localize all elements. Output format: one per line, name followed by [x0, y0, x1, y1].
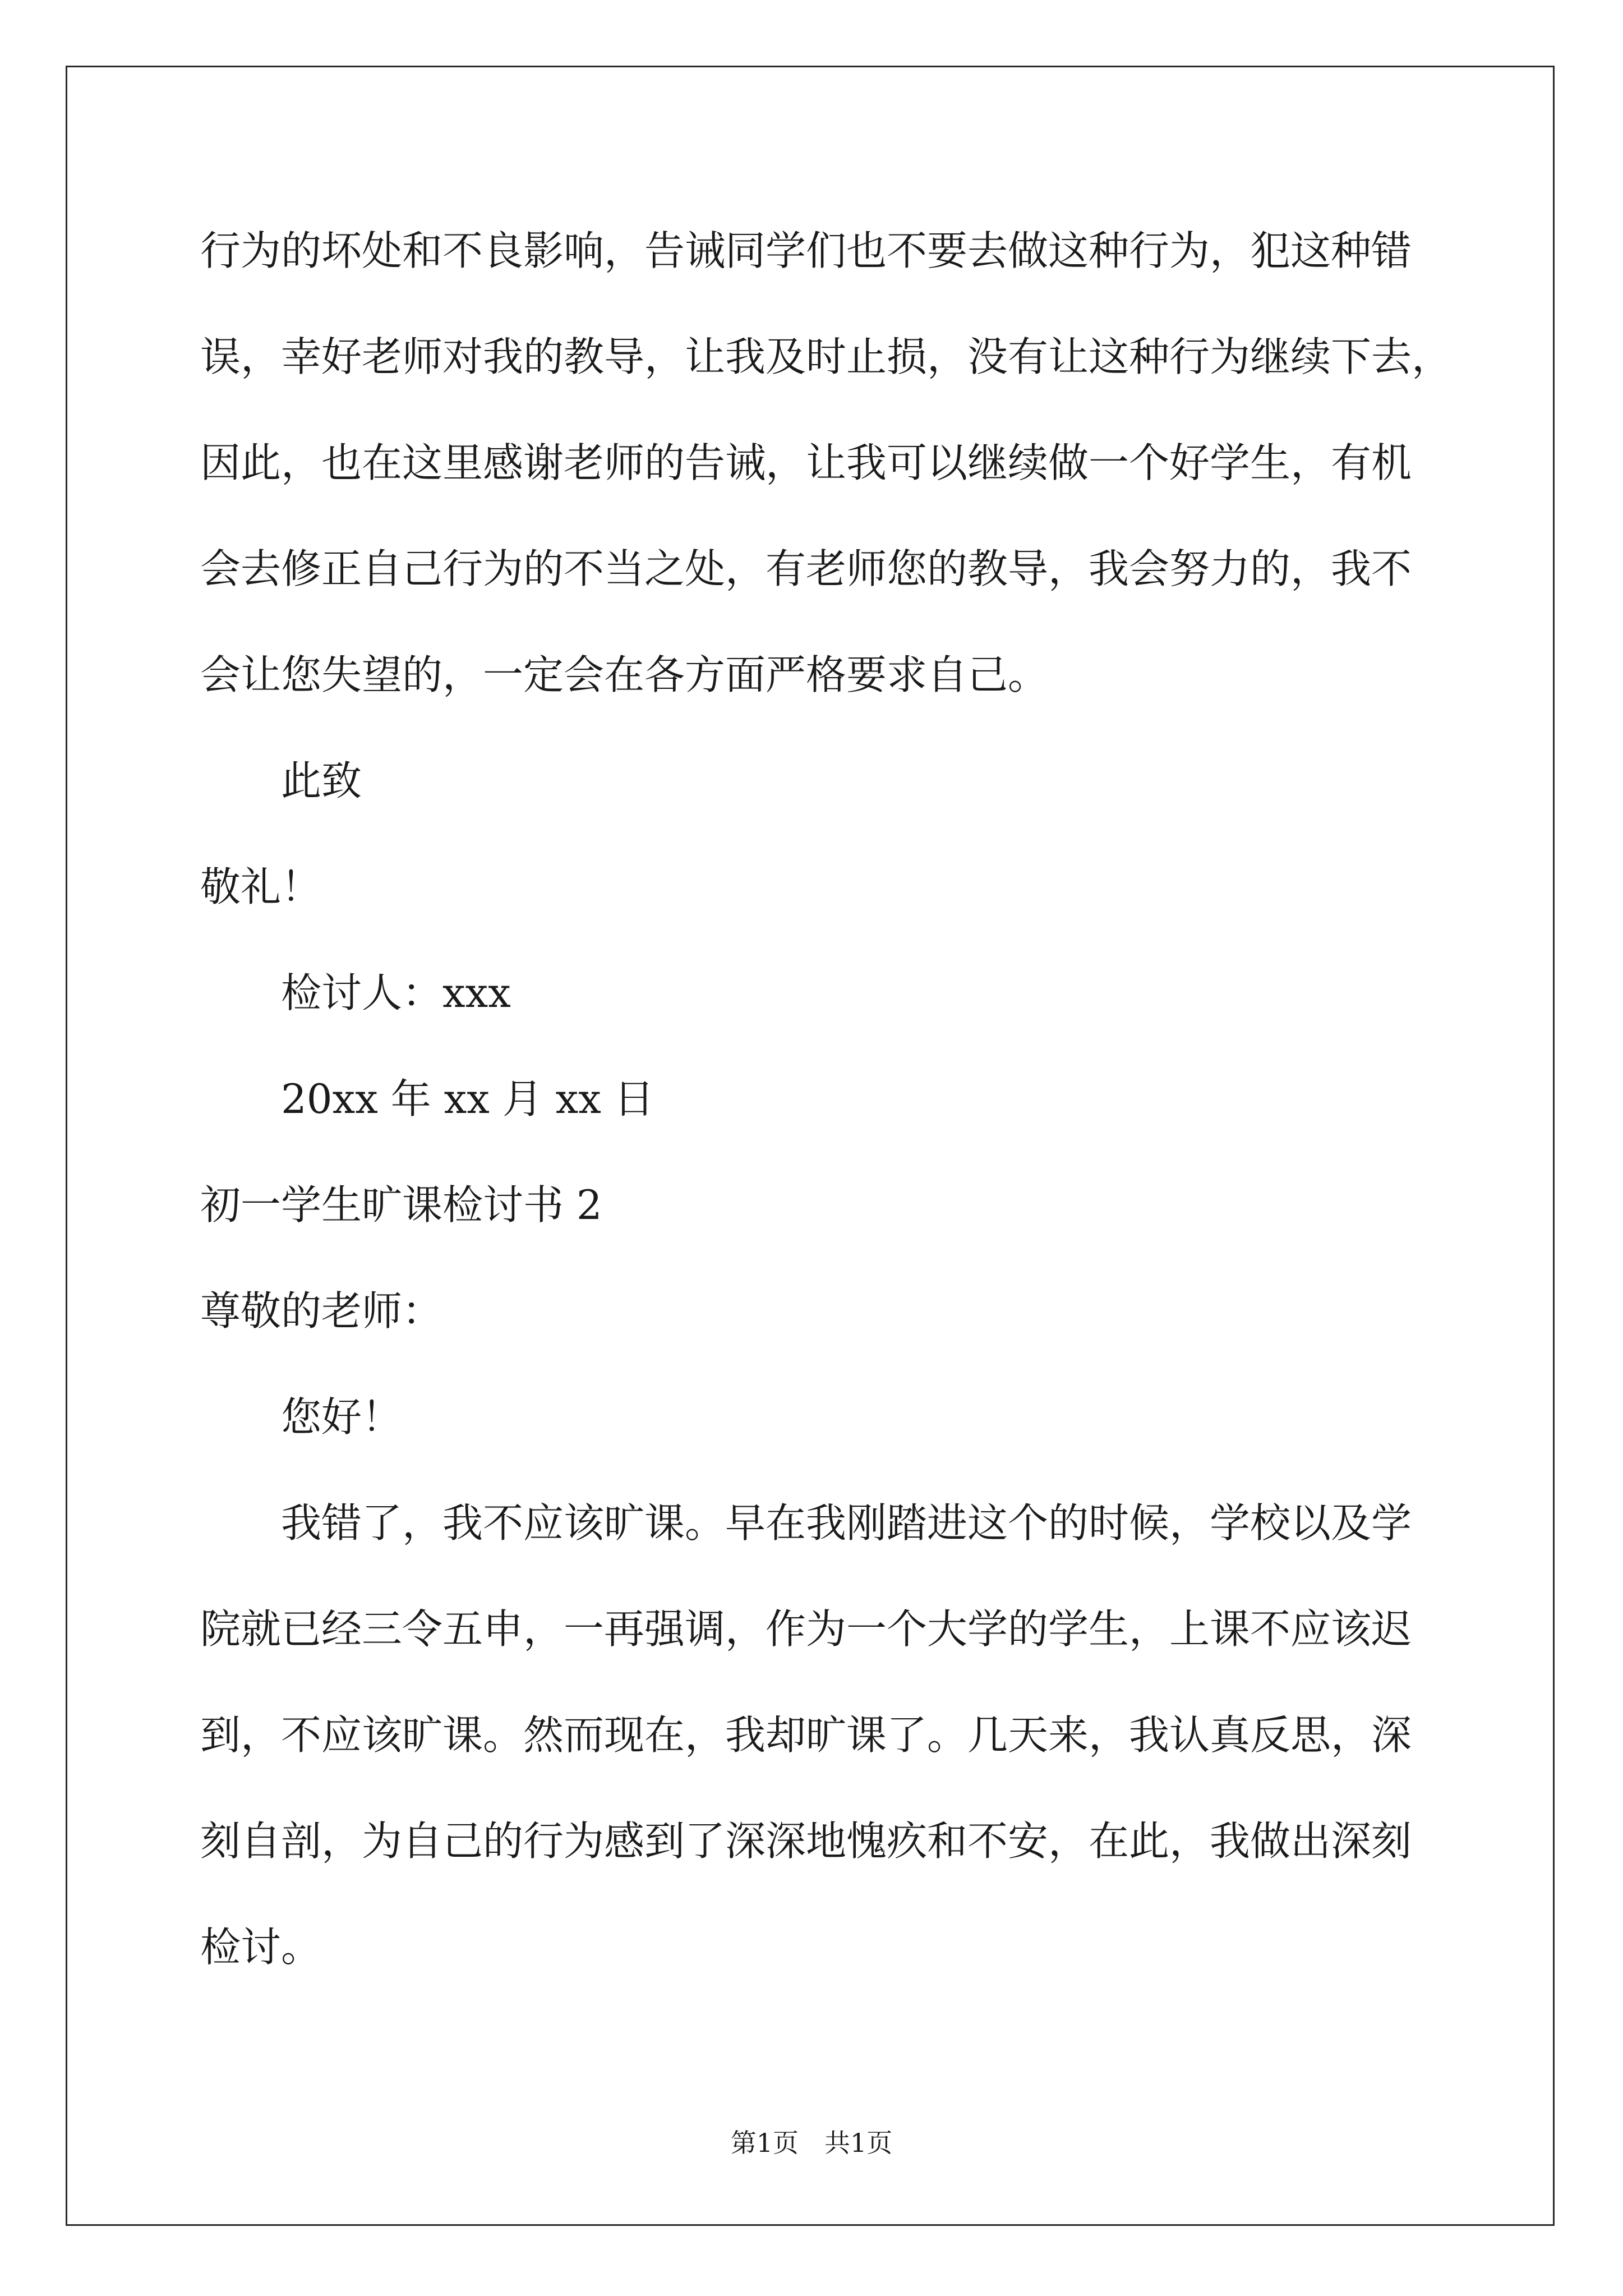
greeting-line: 尊敬的老师： [200, 1287, 443, 1335]
paragraph-line: 行为的坏处和不良影响，告诫同学们也不要去做这种行为，犯这种错 [200, 227, 1412, 274]
document-body [200, 198, 1535, 2000]
signer-line: 检讨人：xxx [281, 969, 511, 1016]
salute-line: 敬礼！ [200, 863, 322, 910]
closing-line: 此致 [281, 757, 362, 804]
paragraph-line: 因此，也在这里感谢老师的告诫，让我可以继续做一个好学生，有机 [200, 439, 1412, 486]
paragraph-line: 检讨。 [200, 1924, 322, 1971]
paragraph-line: 会去修正自己行为的不当之处，有老师您的教导，我会努力的，我不 [200, 545, 1412, 592]
page-number-footer: 第1页 共1页 [730, 2128, 893, 2158]
paragraph-line: 院就已经三令五申，一再强调，作为一个大学的学生，上课不应该迟 [200, 1605, 1412, 1653]
date-line: 20xx 年 xx 月 xx 日 [281, 1075, 654, 1122]
hello-line: 您好！ [281, 1393, 403, 1441]
paragraph-line: 我错了，我不应该旷课。早在我刚踏进这个的时候，学校以及学 [281, 1499, 1412, 1547]
paragraph-line: 会让您失望的，一定会在各方面严格要求自己。 [200, 651, 1049, 698]
paragraph-line: 刻自剖，为自己的行为感到了深深地愧疚和不安，在此，我做出深刻 [200, 1818, 1412, 1865]
paragraph-line: 到，不应该旷课。然而现在，我却旷课了。几天来，我认真反思，深 [200, 1711, 1412, 1759]
section-title: 初一学生旷课检讨书 2 [200, 1181, 602, 1228]
paragraph-line: 误，幸好老师对我的教导，让我及时止损，没有让这种行为继续下去， [200, 333, 1453, 380]
